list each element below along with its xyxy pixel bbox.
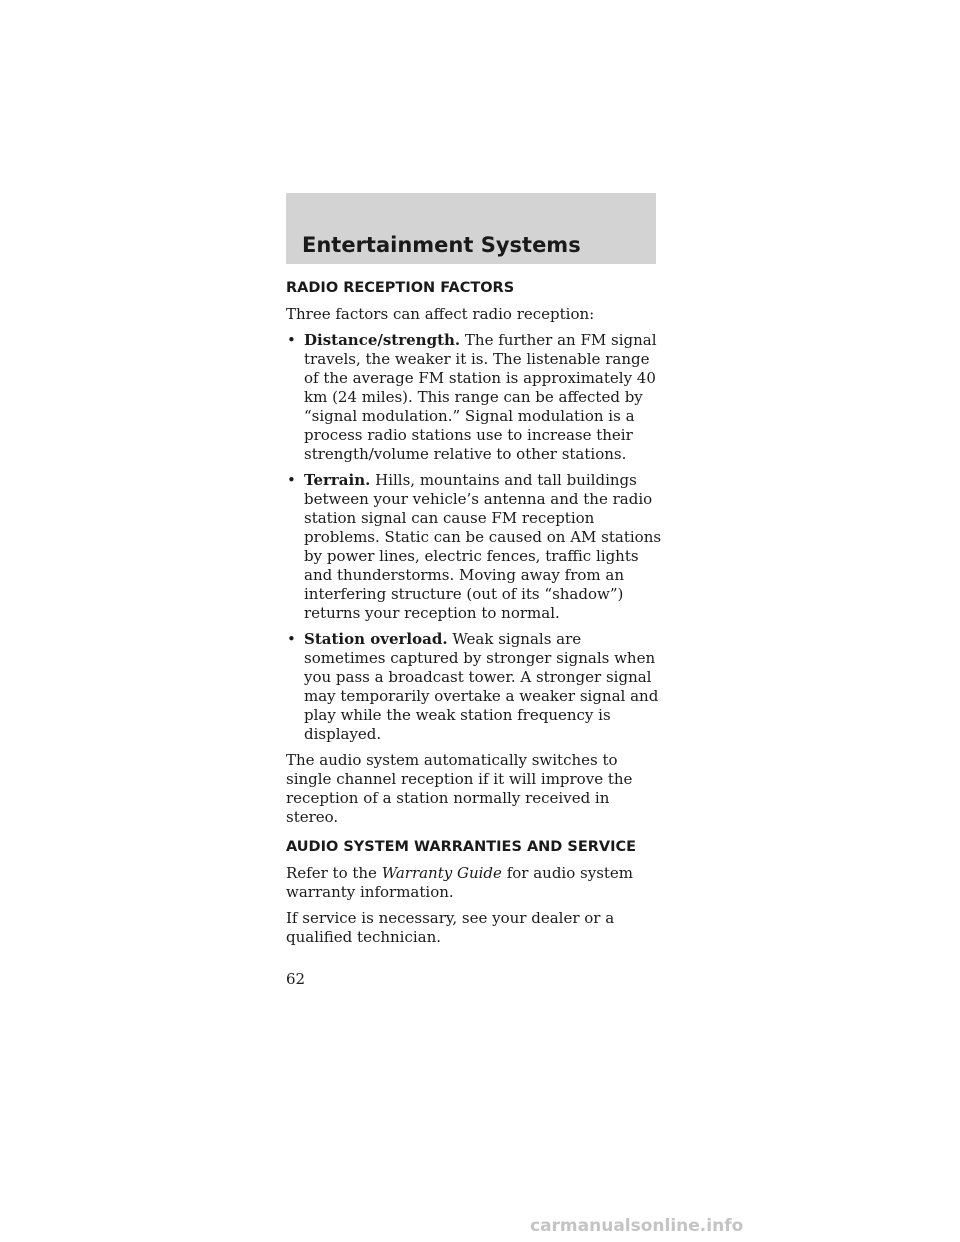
page-content <box>286 279 666 954</box>
warranty-text-before: Refer to the <box>286 864 377 882</box>
section-title: Entertainment Systems <box>302 233 581 257</box>
section-header-band <box>286 193 656 264</box>
bullet-term: Terrain. <box>304 471 371 489</box>
warranty-text-after: for audio system warranty information. <box>286 864 634 901</box>
bullet-text: The further an FM signal travels, the weaker it is. The listenable range of the average FM station is approximately 40 km (24 miles). This range can be affected by “signal modulation.” Signal modulation is a process radio stations use to increase their strength/volume relative to other stations. <box>304 331 657 463</box>
mono-reception-paragraph: The audio system automatically switches to single channel reception if it will improve the reception of a station normally received in stereo. <box>286 751 633 826</box>
page-number: 62 <box>286 970 306 988</box>
heading-radio-reception-factors: RADIO RECEPTION FACTORS <box>286 280 515 296</box>
warranty-paragraph <box>286 864 666 902</box>
bullet-text: Weak signals are sometimes captured by stronger signals when you pass a broadcast tower. A stronger signal may temporarily overtake a weaker signal and play while the weak station frequency is displayed. <box>304 630 659 743</box>
bullet-station-overload <box>286 630 666 744</box>
warranty-guide-title: Warranty Guide <box>381 864 502 882</box>
bullet-icon: • <box>287 471 296 489</box>
service-paragraph: If service is necessary, see your dealer or a qualified technician. <box>286 909 615 946</box>
footer-site-watermark[interactable]: carmanualsonline.info <box>530 1216 744 1236</box>
bullet-term: Station overload. <box>304 630 448 648</box>
heading-warranties-service: AUDIO SYSTEM WARRANTIES AND SERVICE <box>286 839 637 855</box>
bullet-icon: • <box>287 331 296 349</box>
bullet-terrain <box>286 471 666 623</box>
bullet-term: Distance/strength. <box>304 331 461 349</box>
intro-paragraph: Three factors can affect radio reception: <box>286 305 595 323</box>
bullet-icon: • <box>287 630 296 648</box>
bullet-distance-strength <box>286 331 666 464</box>
bullet-text: Hills, mountains and tall buildings between your vehicle’s antenna and the radio station signal can cause FM reception problems. Static can be caused on AM stations by power lines, electric fences, traffic lights and thunderstorms. Moving away from an interfering structure (out of its “shadow”) returns your reception to normal. <box>304 471 662 622</box>
